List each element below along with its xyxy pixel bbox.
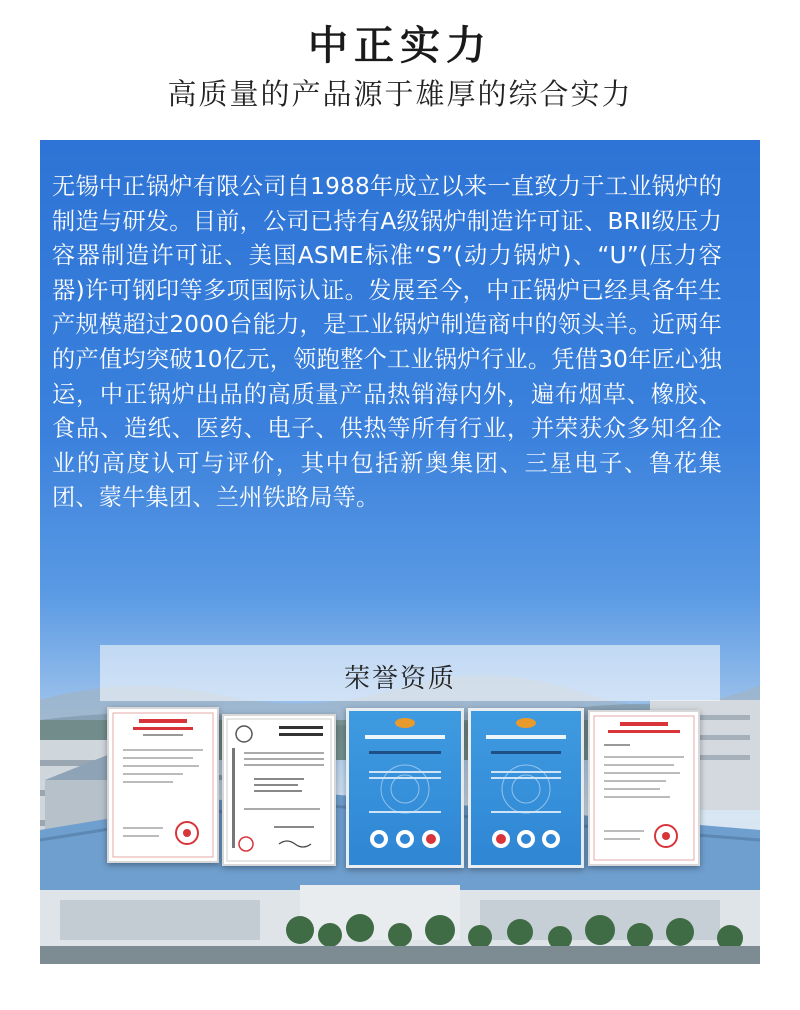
- certificate-asme-authorization: [222, 714, 336, 866]
- page-subtitle: 高质量的产品源于雄厚的综合实力: [167, 77, 633, 111]
- intro-paragraph: 无锡中正锅炉有限公司自1988年成立以来一直致力于工业锅炉的制造与研发。目前，公司已持有A级锅炉制造许可证、BRⅡ级压力容器制造许可证、美国ASME标准“S”(动力锅炉)、“U”(压力容器)许可钢印等多项国际认证。发展至今，中正锅炉已经具备年生产规模超过2000台能力，是工业锅炉制造商中的领头羊。近两年的产值均突破10亿元，领跑整个工业锅炉行业。凭借30年匠心独运，中正锅炉出品的高质量产品热销海内外，遍布烟草、橡胶、食品、造纸、医药、电子、供热等所有行业，并荣获众多知名企业的高度认可与评价，其中包括新奥集团、三星电子、鲁花集团、蒙牛集团、兰州铁路局等。: [52, 173, 722, 512]
- certificate-environmental-management: [468, 708, 584, 868]
- certificate-design-license: [588, 710, 700, 866]
- certificate-manufacture-license: [107, 707, 219, 863]
- page-title: 中正实力: [308, 23, 492, 69]
- honors-title: 荣誉资质: [343, 664, 456, 694]
- certificate-quality-management: [346, 708, 464, 868]
